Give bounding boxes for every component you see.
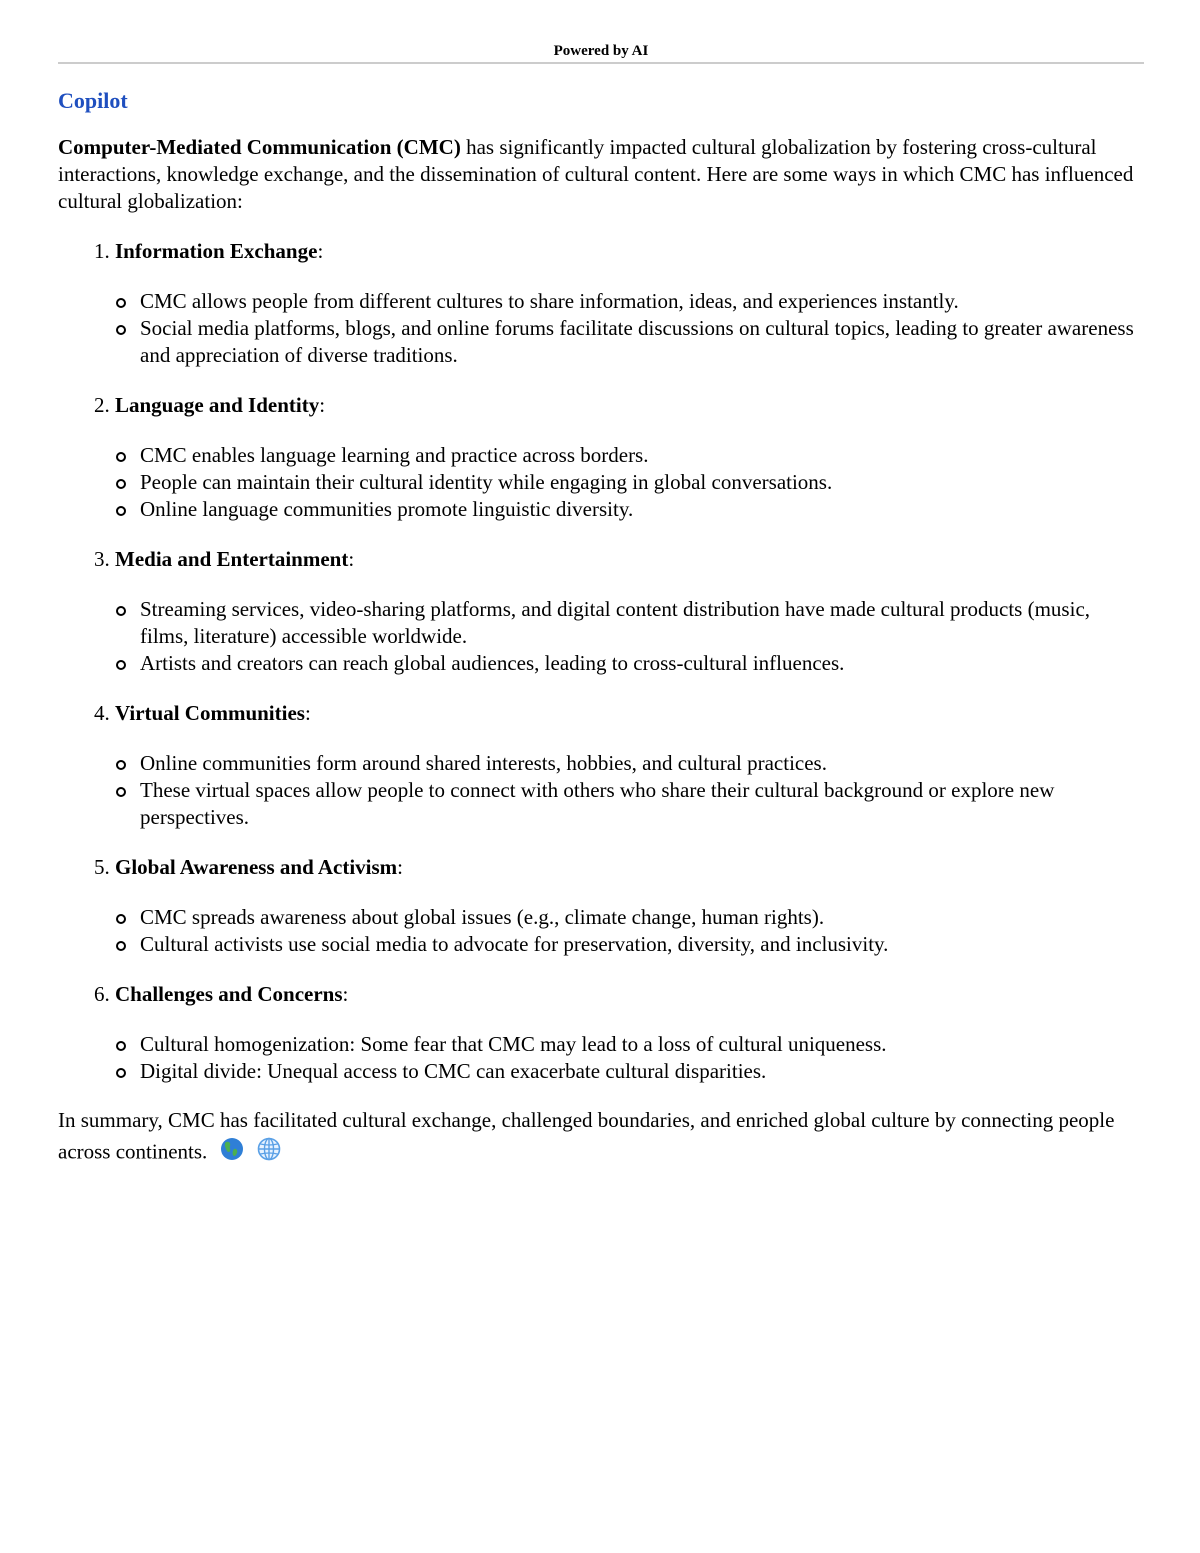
section-title: Language and Identity: [115, 393, 320, 417]
sections-list: [58, 238, 1144, 1085]
bullet-list: [94, 442, 1144, 523]
section-title: Media and Entertainment: [115, 547, 349, 571]
bullet-list: [94, 1031, 1144, 1085]
intro-bold-term: Computer-Mediated Communication (CMC): [58, 135, 461, 159]
bullet-item: Cultural homogenization: Some fear that CMC may lead to a loss of cultural uniqueness.: [58, 1031, 1144, 1058]
section-item: [94, 546, 1144, 677]
section-title: Global Awareness and Activism: [115, 855, 398, 879]
intro-text: has significantly impacted cultural globalization by fostering cross-cultural interactions, knowledge exchange, and the dissemination of cultural content. Here are some ways in which CMC has influenced cultural globalization:: [58, 135, 1134, 213]
section-heading: 4. Virtual Communities:: [94, 701, 311, 725]
section-number: 6.: [94, 982, 110, 1006]
intro-paragraph: [58, 134, 1144, 215]
bullet-item: Online language communities promote linguistic diversity.: [58, 496, 1144, 523]
powered-by-header: Powered by AI: [553, 43, 649, 59]
section-number: 5.: [94, 855, 110, 879]
bullet-item: Artists and creators can reach global audiences, leading to cross-cultural influences.: [58, 650, 1144, 677]
section-title: Challenges and Concerns: [115, 982, 343, 1006]
section-number: 2.: [94, 393, 110, 417]
bullet-item: Cultural activists use social media to advocate for preservation, diversity, and inclusivity.: [58, 931, 1144, 958]
bullet-item: These virtual spaces allow people to connect with others who share their cultural background or explore new perspectives.: [58, 777, 1144, 831]
bullet-item: People can maintain their cultural identity while engaging in global conversations.: [58, 469, 1144, 496]
section-number: 3.: [94, 547, 110, 571]
bullet-item: Social media platforms, blogs, and online forums facilitate discussions on cultural topics, leading to greater awareness and appreciation of diverse traditions.: [58, 315, 1144, 369]
section-heading: 3. Media and Entertainment:: [94, 547, 355, 571]
section-number: 1.: [94, 239, 110, 263]
section-title: Virtual Communities: [115, 701, 305, 725]
section-title: Information Exchange: [115, 239, 318, 263]
section-item: [94, 981, 1144, 1085]
bullet-list: [94, 750, 1144, 831]
bullet-item: Digital divide: Unequal access to CMC can exacerbate cultural disparities.: [58, 1058, 1144, 1085]
document-page: [58, 0, 1144, 1171]
globe-meridians-icon: [256, 1136, 282, 1171]
bullet-list: [94, 288, 1144, 369]
section-item: [94, 392, 1144, 523]
section-heading: 1. Information Exchange:: [94, 239, 324, 263]
bullet-item: CMC spreads awareness about global issues (e.g., climate change, human rights).: [58, 904, 1144, 931]
header-divider: [58, 62, 1144, 64]
bullet-list: [94, 596, 1144, 677]
section-heading: 2. Language and Identity:: [94, 393, 326, 417]
section-item: [94, 854, 1144, 958]
section-item: [94, 238, 1144, 369]
section-heading: 5. Global Awareness and Activism:: [94, 855, 404, 879]
copilot-brand-title: Copilot: [58, 88, 128, 113]
summary-paragraph: [58, 1105, 1144, 1171]
section-heading: 6. Challenges and Concerns:: [94, 982, 349, 1006]
bullet-item: Online communities form around shared interests, hobbies, and cultural practices.: [58, 750, 1144, 777]
section-number: 4.: [94, 701, 110, 725]
bullet-item: CMC allows people from different cultures to share information, ideas, and experiences instantly.: [58, 288, 1144, 315]
bullet-list: [94, 904, 1144, 958]
summary-text: In summary, CMC has facilitated cultural exchange, challenged boundaries, and enriched global culture by connecting people across continents.: [58, 1108, 1115, 1164]
globe-americas-icon: [219, 1136, 245, 1171]
bullet-item: Streaming services, video-sharing platforms, and digital content distribution have made cultural products (music, films, literature) accessible worldwide.: [58, 596, 1144, 650]
bullet-item: CMC enables language learning and practice across borders.: [58, 442, 1144, 469]
section-item: [94, 700, 1144, 831]
